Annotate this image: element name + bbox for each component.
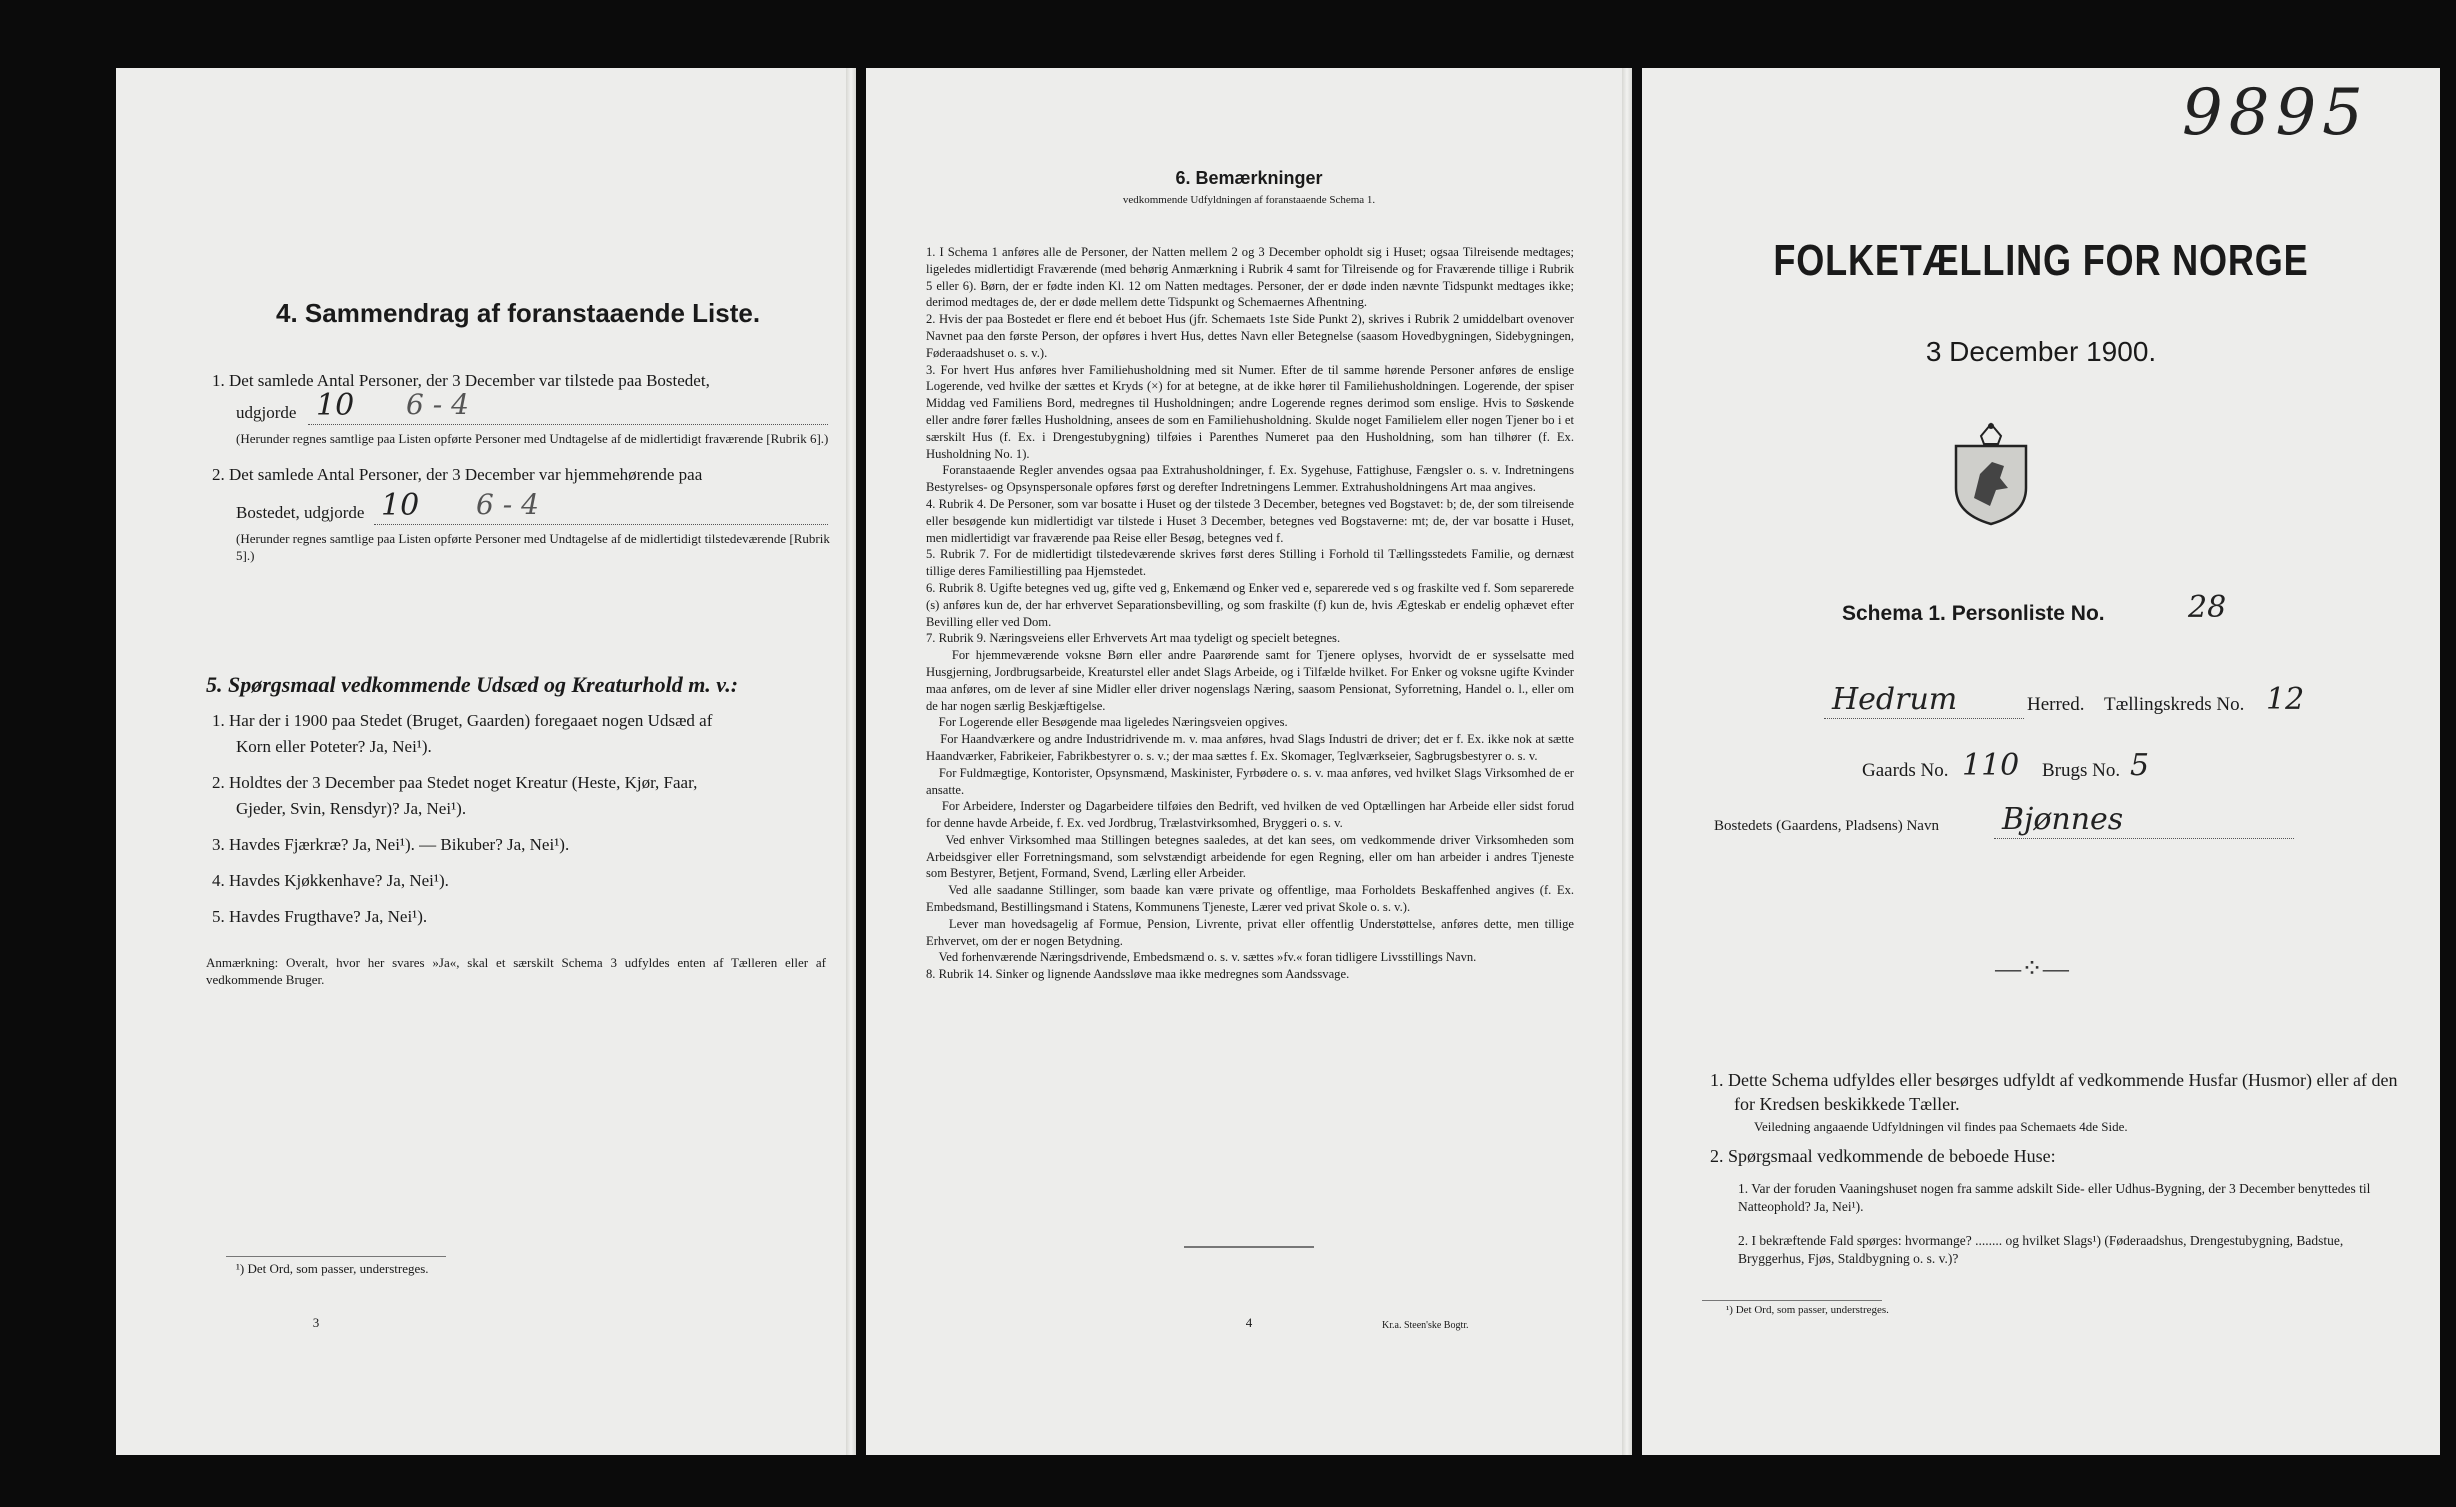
kreds-label: Tællingskreds No. [2104,694,2245,715]
personliste-number: 28 [2188,590,2227,625]
remarks-subtitle: vedkommende Udfyldningen af foranstaaende Schema 1. [1122,194,1376,206]
anmaerkning-note: Anmærkning: Overalt, hvor her svares »Ja«, skal et særskilt Schema 3 udfyldes enten af Tælleren eller af vedkommende Bruger. [206,955,826,987]
page-3-summary [116,68,856,1455]
page-4-remarks [866,68,1632,1455]
q2-label: Bostedet, udgjorde [236,503,365,522]
herred-name: Hedrum [1832,682,1958,717]
q1-note: (Herunder regnes samtlige paa Listen opførte Personer med Undtagelse af de midlertidigt fraværende [Rubrik 6].) [236,431,829,446]
instruction-1-note: Veiledning angaaende Udfyldningen vil findes paa Schemaets 4de Side. [1754,1119,2128,1134]
page-fold [1622,68,1632,1455]
q2-answer-line [374,524,828,525]
s5-question-5: 5. Havdes Frugthave? Ja, Nei¹). [212,907,428,926]
pencil-note: 6 - 4 [406,388,469,421]
section-4-title: 4. Sammendrag af foranstaaende Liste. [276,298,761,328]
s5-question-4: 4. Havdes Kjøkkenhave? Ja, Nei¹). [212,871,449,890]
brugs-label: Brugs No. [2042,760,2121,781]
footnote-rule [1702,1300,1882,1301]
remarks-list [926,244,1578,983]
footnote: ¹) Det Ord, som passer, understreges. [236,1261,429,1276]
gaards-number: 110 [1962,748,2020,783]
printer-imprint: Kr.a. Steen'ske Bogtr. [1382,1320,1469,1331]
s5-question-1b: Korn eller Poteter? Ja, Nei¹). [236,737,432,756]
s5-question-1a: 1. Har der i 1900 paa Stedet (Bruget, Gaarden) foregaaet nogen Udsæd af [212,711,713,730]
schema-label: Schema 1. Personliste No. [1842,602,2105,625]
archive-number: 9895 [2182,76,2369,150]
ornament-divider: —⁘— [1995,954,2069,983]
remark-2: 2. Hvis der paa Bostedet er flere end ét beboet Hus (jfr. Schemaets 1ste Side Punkt 2), skrives i Rubrik 2 umiddelbart ovenover Navnet paa den første Person, der opføres i hvert Hus, dettes Navn eller Betegnelse (saasom Hovedbygningen, Sidebygningen, Føderaadshuset o. s. v.). [926,312,1578,360]
instruction-2-q1: 1. Var der foruden Vaaningshuset nogen fra samme adskilt Side- eller Udhus-Bygning, der 3 December benyttedes til Natteophold? Ja, Nei¹). [1738,1181,2371,1214]
remark-7: 7. Rubrik 9. Næringsveiens eller Erhvervets Art maa tydeligt og specielt betegnes. For hjemmeværende voksne Børn eller andre Paarørende samt for Tjenere oplyses, hvorvidt de er sysselsatte med Husgjerning, Jordbrugsarbeide, Kreaturstel eller andet Slags Arbeide, og i Tilfælde hvilket. For Enker og voksne ugifte Kvinder maa anføres, om de lever af sine Midler eller driver nogenslags Næring, saasom Pensionat, Syforretning, Handel o. l., eller om de har nogen særlig Beskjæftigelse. For Logerende eller Besøgende maa ligeledes Næringsveien opgives. For Haandværkere og andre Industridrivende m. v. maa anføres, hvad Slags Industri de driver; det er f. Ex. ikke nok at sætte Haandværker, Fabrikeier, Fabrikbestyrer o. s. v.; der maa sættes f. Ex. Skomager, Teglværkseier, Sagbrugsbestyrer o. s. v. For Fuldmægtige, Kontorister, Opsynsmænd, Maskinister, Fyrbødere o. s. v. maa anføres, ved hvilket Slags Virksomhed de er ansatte. For Arbeidere, Inderster og Dagarbeidere tilføies den Bedrift, ved hvilken de ved Optællingen har Arbeide eller sidst forud for denne havde Arbeide, f. Ex. ved Jordbrug, Trælastvirksomhed, Bryggeri o. s. v. Ved enhver Virksomhed maa Stillingen betegnes saaledes, at det kan sees, om vedkommende driver Virksomheden som Arbeidsgiver eller Forretningsmand, som selvstændigt arbeidende for egen Regning, eller om han arbeider i andres Tjeneste som Bestyrer, Betjent, Formand, Svend, Lærling eller Arbeider. Ved alle saadanne Stillinger, som baade kan være private og offentlige, maa Forholdets Beskaffenhed angives (f. Ex. Embedsmand, Bestillingsmand i Statens, Kommunens Tjeneste, Lærer ved privat Skole o. s. v.). Lever man hovedsagelig af Formue, Pension, Livrente, privat eller offentlig Understøttelse, anføres dette, men tillige Erhvervet, om der er nogen Betydning. Ved forhenværende Næringsdrivende, Embedsmænd o. s. v. sættes »fv.« foran tidligere Livsstillings Navn. [926,631,1575,965]
gaards-label: Gaards No. [1862,760,1949,781]
page-fold [846,68,856,1455]
instruction-2-q2: 2. I bekræftende Fald spørges: hvormange? ........ og hvilket Slags¹) (Føderaadshus, Drengestubygning, Badstue, Bryggerhus, Fjøs, Staldbygning o. s. v.)? [1738,1233,2344,1266]
coat-of-arms-icon [1946,418,2036,528]
bosted-line [1994,838,2294,839]
instruction-1: 1. Dette Schema udfyldes eller besørges udfyldt af vedkommende Husfar (Husmor) eller af den for Kredsen beskikkede Tæller. [1710,1070,2398,1114]
remark-6: 6. Rubrik 8. Ugifte betegnes ved ug, gifte ved g, Enkemænd og Enker ved e, separerede ved s og fraskilte ved f. Som separerede (s) anføres kun de, der har erhvervet Separationsbevilling, og som fraskilte (f) kun de, hvis Ægteskab er endelig ophævet efter Bevilling eller ved Dom. [926,580,1578,629]
remarks-title: 6. Bemærkninger [1175,168,1323,188]
document-title: FOLKETÆLLING FOR NORGE [1773,236,2309,285]
page-1-cover [1642,68,2440,1455]
remark-8: 8. Rubrik 14. Sinker og lignende Aandssløve maa ikke medregnes som Aandssvage. [926,967,1350,982]
q1-value: 10 [316,388,355,423]
q1-answer-line [308,424,828,425]
page-number: 3 [312,1315,320,1330]
remark-4: 4. Rubrik 4. De Personer, som var bosatte i Huset og der tilstede 3 December, betegnes ved Bogstavet: b; de, der som tilreisende eller besøgende kun midlertidigt var tilstede i Huset 3 December, betegnes ved Bogstaverne: mt; de, der var bosatte i Huset, men midlertidigt var fraværende paa Reise eller Besøg, betegnes ved f. [926,496,1578,545]
bosted-name: Bjønnes [2002,802,2124,837]
s5-question-2a: 2. Holdtes der 3 December paa Stedet noget Kreatur (Heste, Kjør, Faar, [212,773,698,792]
brugs-number: 5 [2130,748,2150,783]
q2-value: 10 [381,488,420,523]
s5-question-2b: Gjeder, Svin, Rensdyr)? Ja, Nei¹). [236,799,467,818]
remark-5: 5. Rubrik 7. For de midlertidigt tilstedeværende skrives først deres Stilling i Forhold til Tællingsstedets Familie, og dernæst tillige deres Familiestilling paa Hjemstedet. [926,547,1578,579]
pencil-note-2: 6 - 4 [476,488,539,521]
closing-rule [1184,1246,1314,1248]
remark-1: 1. I Schema 1 anføres alle de Personer, der Natten mellem 2 og 3 December opholdt sig i Huset; ogsaa Tilreisende medtages; ligeledes midlertidigt Fraværende (med behørig Anmærkning i Rubrik 4 samt for Tilreisende og for Fraværende tillige i Rubrik 5 eller 6). Børn, der er fødte inden Kl. 12 om Natten medtages. Personer, der er døde inden nævnte Tidspunkt medtages ikke; derimod medtages de, der er døde mellem dette Tidspunkt og Schemaernes Afhentning. [926,245,1578,310]
census-date: 3 December 1900. [1925,336,2157,367]
q1-label: udgjorde [236,403,297,422]
summary-question-1: 1. Det samlede Antal Personer, der 3 December var tilstede paa Bostedet, [212,371,710,390]
kreds-number: 12 [2266,682,2305,717]
summary-question-2: 2. Det samlede Antal Personer, der 3 December var hjemmehørende paa [212,465,703,484]
herred-line [1824,718,2024,719]
bosted-label: Bostedets (Gaardens, Pladsens) Navn [1714,818,1939,834]
herred-label: Herred. [2027,694,2085,715]
footnote: ¹) Det Ord, som passer, understreges. [1726,1304,1889,1316]
instruction-2: 2. Spørgsmaal vedkommende de beboede Huse: [1710,1146,2056,1166]
footnote-rule [226,1256,446,1257]
q2-note: (Herunder regnes samtlige paa Listen opførte Personer med Undtagelse af de midlertidigt tilstedeværende [Rubrik 5].) [236,531,830,563]
s5-question-3: 3. Havdes Fjærkræ? Ja, Nei¹). — Bikuber? Ja, Nei¹). [212,835,570,854]
section-5-title: 5. Spørgsmaal vedkommende Udsæd og Kreaturhold m. v.: [206,672,739,697]
remark-3: 3. For hvert Hus anføres hver Familiehusholdning med sit Numer. Efter de til samme hørende Personer anføres de enslige Logerende, ved hvilke der sættes et Kryds (×) for at betegne, at de ikke hører til Familiehusholdningen. Logerende, der spiser Middag ved Familiens Bord, medregnes til Husholdningen; andre Logerende regnes derimod som enslige. Hvis to Søskende eller andre fører fælles Husholdning, ansees de som en Familiehusholdning. Skulde noget Familielem eller nogen Tjener bo i et særskilt Hus (f. Ex. i Drengestubygning) tilføies i Parenthes Numeret paa den Husholdning, som han tilhører (f. Ex. Husholdning No. 1). Foranstaaende Regler anvendes ogsaa paa Extrahusholdninger, f. Ex. Sygehuse, Fattighuse, Fængsler o. s. v. Indretningens Bestyrelses- og Opsynspersonale opføres først og derefter Indretningens Lemmer. Extrahusholdningens Art maa angives. [926,362,1575,495]
page-number: 4 [1245,1315,1253,1330]
